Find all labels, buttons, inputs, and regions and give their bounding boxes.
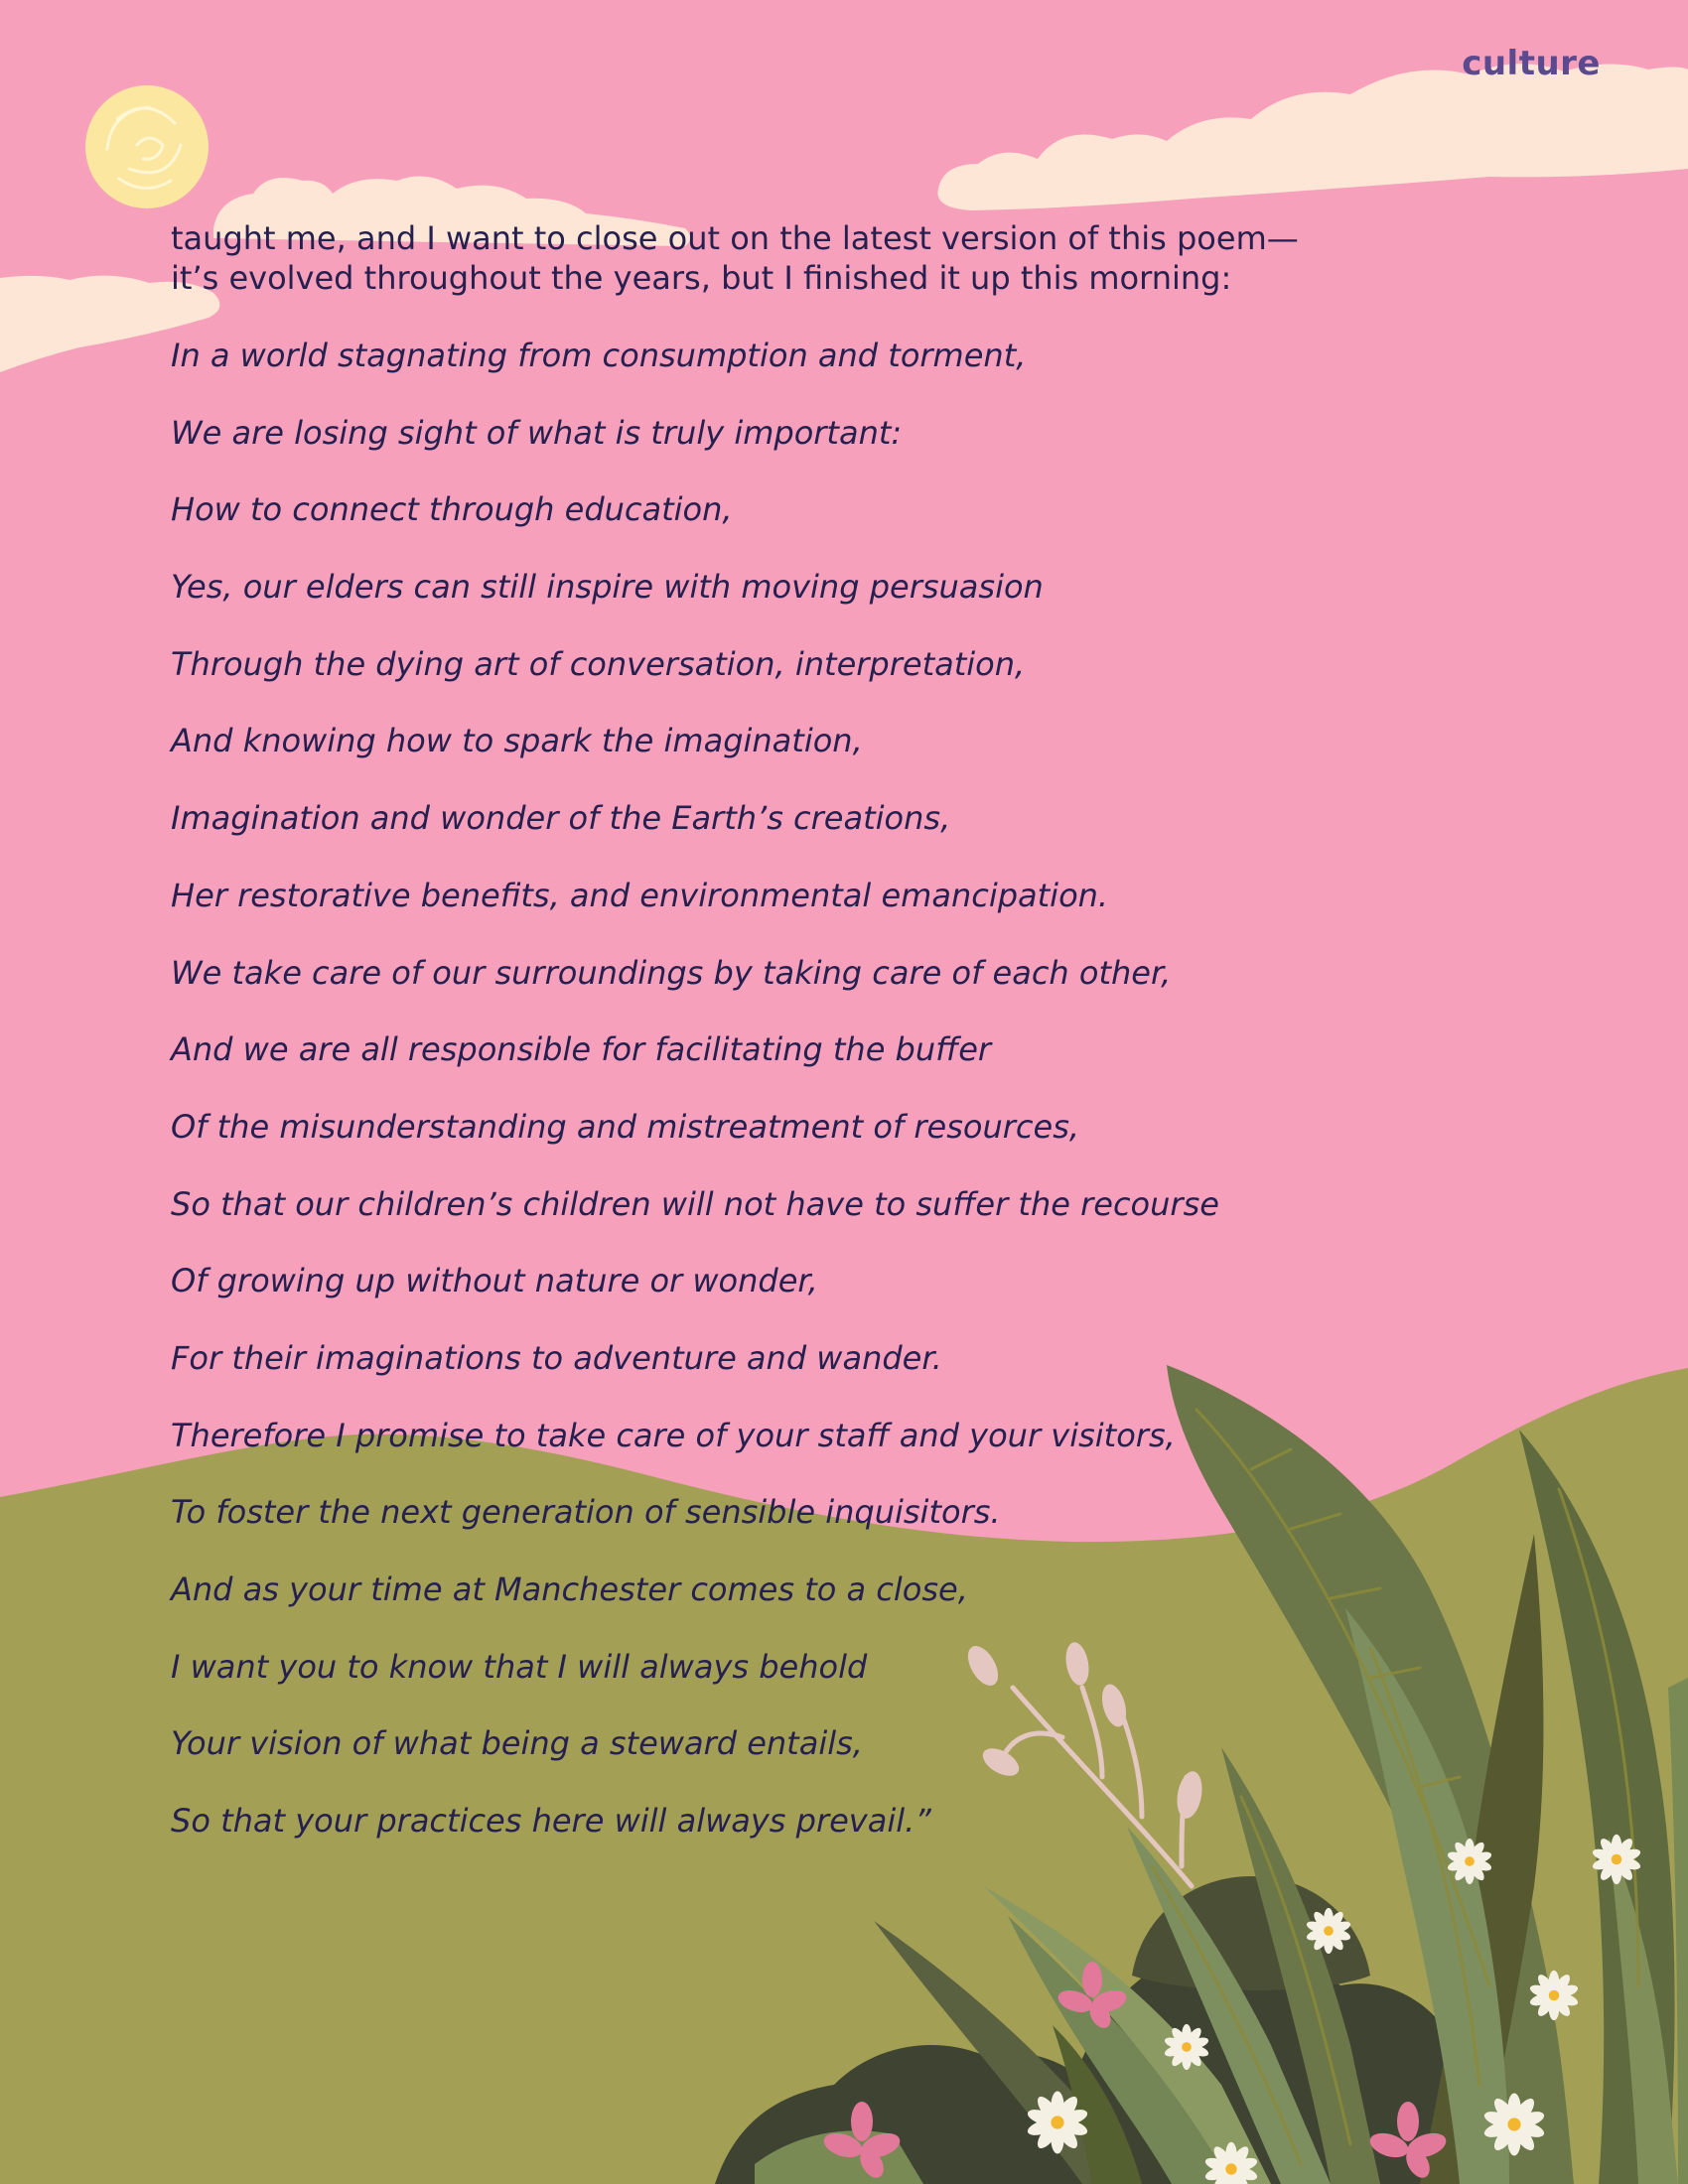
poem-line: Imagination and wonder of the Earth’s creations, xyxy=(171,799,951,838)
poem-line: In a world stagnating from consumption and torment, xyxy=(171,337,1027,374)
poem-line: Therefore I promise to take care of your staff and your visitors, xyxy=(171,1416,1176,1454)
poem-line: And as your time at Manchester comes to a close, xyxy=(171,1570,968,1608)
poem-line: And we are all responsible for facilitating the buffer xyxy=(171,1030,992,1069)
poem xyxy=(171,336,1313,1841)
poem-line: I want you to know that I will always behold xyxy=(171,1647,868,1686)
poem-line: Of the misunderstanding and mistreatment of resources, xyxy=(171,1107,1080,1146)
poem-line: And knowing how to spark the imagination, xyxy=(171,722,863,760)
sun-icon xyxy=(85,85,209,208)
poem-line: How to connect through education, xyxy=(171,490,733,529)
poem-line: We are losing sight of what is truly important: xyxy=(171,413,903,452)
poem-line: For their imaginations to adventure and wander. xyxy=(171,1338,942,1377)
intro-line: taught me, and I want to close out on the latest version of this poem— xyxy=(171,219,1299,257)
poem-line: Her restorative benefits, and environmental emancipation. xyxy=(171,876,1109,914)
intro-paragraph xyxy=(171,218,1313,298)
poem-line: So that our children’s children will not have to suffer the recourse xyxy=(171,1184,1219,1223)
poem-line: To foster the next generation of sensible inquisitors. xyxy=(171,1493,1001,1532)
poem-line: Yes, our elders can still inspire with moving persuasion xyxy=(171,568,1044,607)
poem-line: We take care of our surroundings by taking care of each other, xyxy=(171,953,1172,992)
poem-line: Your vision of what being a steward entails, xyxy=(171,1724,863,1763)
poem-line: Of growing up without nature or wonder, xyxy=(171,1262,818,1300)
poem-line: Through the dying art of conversation, interpretation, xyxy=(171,644,1026,683)
poem-line: So that your practices here will always prevail.” xyxy=(171,1802,931,1841)
intro-line: it’s evolved throughout the years, but I finished it up this morning: xyxy=(171,259,1232,297)
section-label: culture xyxy=(1462,44,1601,83)
article-body xyxy=(171,218,1313,1878)
